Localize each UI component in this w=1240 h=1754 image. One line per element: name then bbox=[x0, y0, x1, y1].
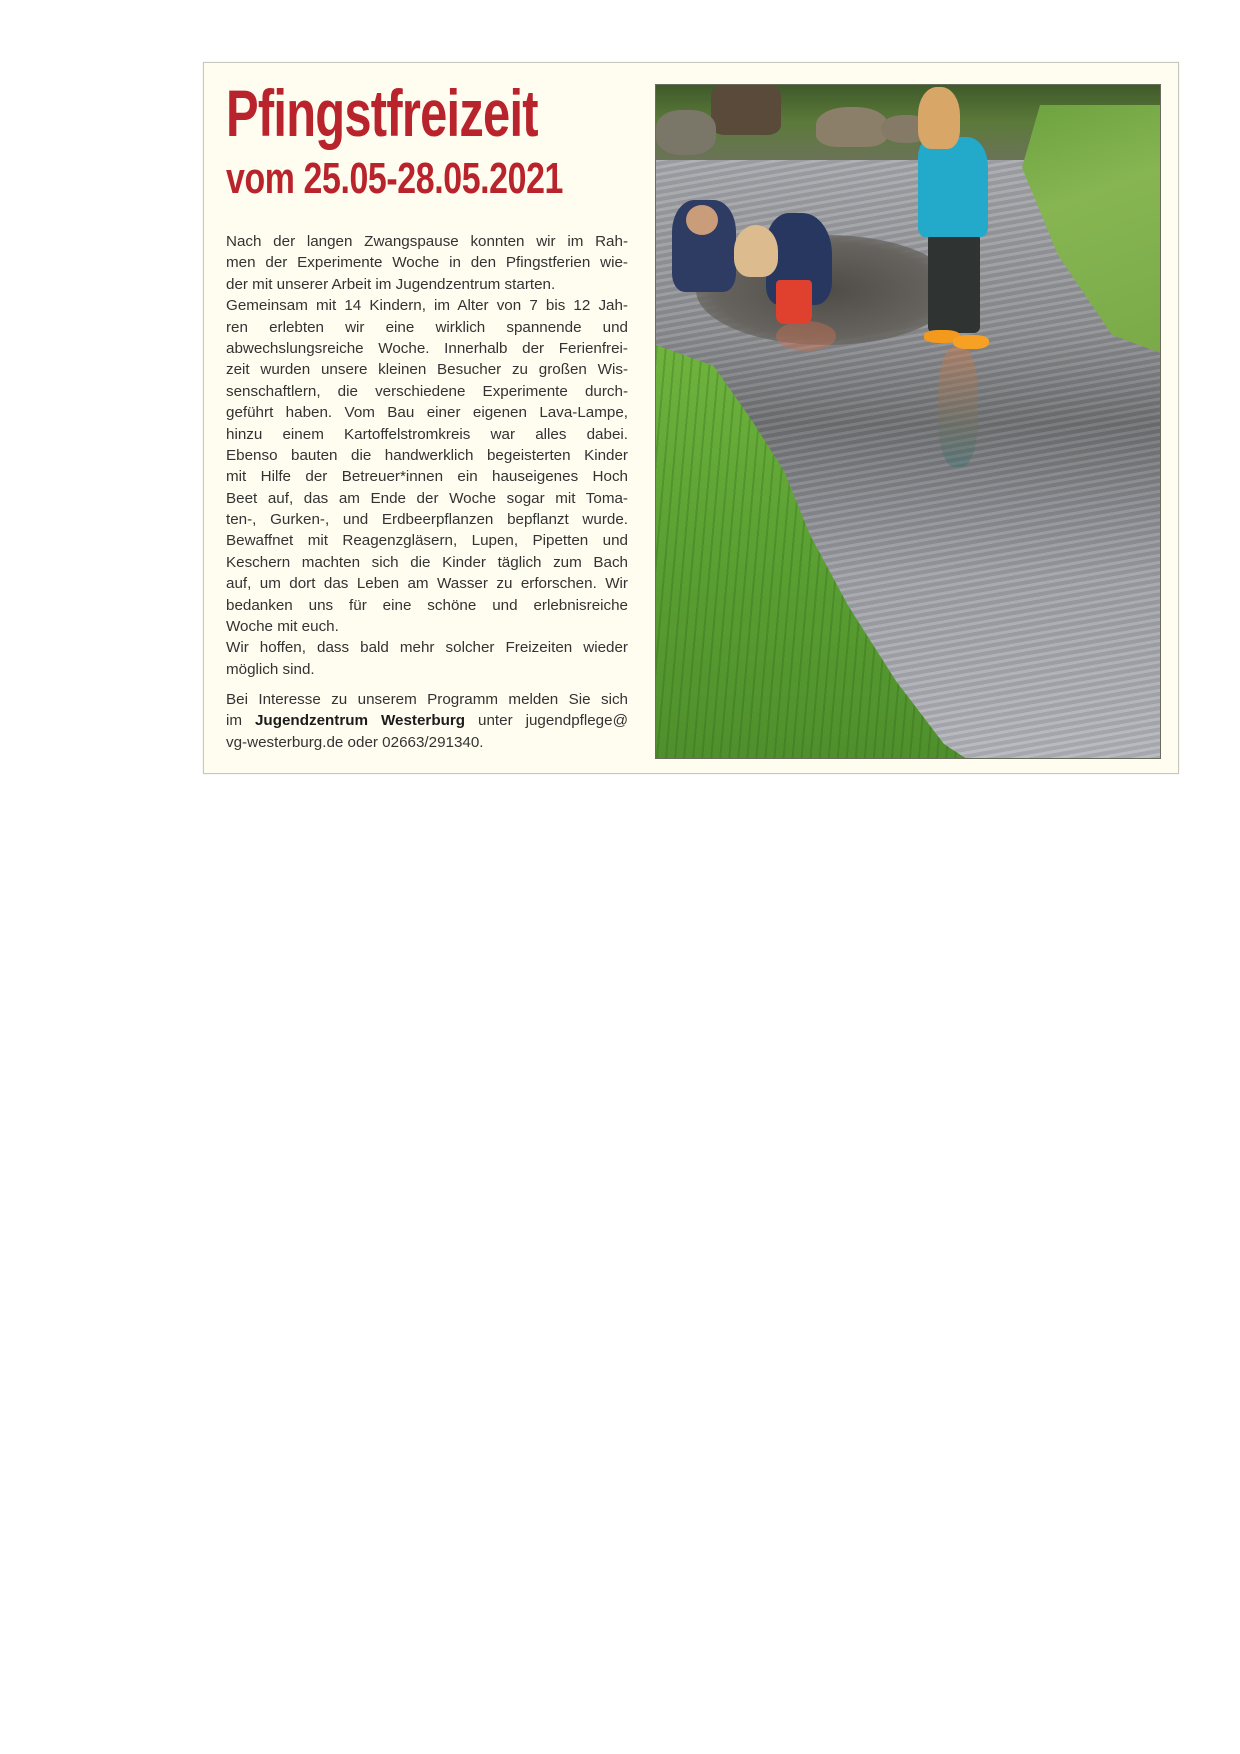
rock bbox=[816, 107, 888, 147]
body-line: Wir hoffen, dass bald mehr solcher Freizeiten wieder bbox=[226, 639, 628, 657]
orange-boot bbox=[953, 335, 989, 349]
body-line: Bewaffnet mit Reagenzgläsern, Lupen, Pipetten und bbox=[226, 532, 628, 550]
water-reflection bbox=[776, 321, 836, 351]
body-line: mit Hilfe der Betreuer*innen ein hauseigenes Hoch bbox=[226, 468, 628, 486]
body-line: Gemeinsam mit 14 Kindern, im Alter von 7 bis 12 Jah- bbox=[226, 297, 628, 315]
red-rain-boot bbox=[776, 280, 812, 324]
article-title: Pfingstfreizeit bbox=[226, 76, 538, 150]
article-panel bbox=[203, 62, 1179, 774]
article-photo bbox=[655, 84, 1161, 759]
rock bbox=[656, 110, 716, 155]
child-hair bbox=[918, 87, 960, 149]
child-face bbox=[686, 205, 718, 235]
body-line: men der Experimente Woche in den Pfingstferien wie- bbox=[226, 254, 628, 272]
tree-trunk bbox=[711, 85, 781, 135]
body-line: ten-, Gurken-, und Erdbeerpflanzen bepflanzt wurde. bbox=[226, 511, 628, 529]
body-line: Nach der langen Zwangspause konnten wir im Rah- bbox=[226, 233, 628, 250]
body-line: möglich sind. bbox=[226, 660, 315, 678]
body-line: ren erlebten wir eine wirklich spannende und bbox=[226, 318, 628, 336]
body-line: der mit unserer Arbeit im Jugendzentrum starten. bbox=[226, 275, 556, 293]
body-line: Keschern machten sich die Kinder täglich zum Bach bbox=[226, 553, 628, 571]
child-turquoise-jacket bbox=[918, 137, 988, 237]
body-line: Beet auf, das am Ende der Woche sogar mit Toma- bbox=[226, 489, 628, 507]
body-line: hinzu einem Kartoffelstromkreis war alles dabei. bbox=[226, 425, 628, 443]
body-line: zeit wurden unsere kleinen Besucher zu großen Wis- bbox=[226, 361, 628, 379]
organization-name: Jugendzentrum Westerburg bbox=[254, 712, 466, 730]
child-rain-pants bbox=[928, 233, 980, 333]
body-line: auf, um dort das Leben am Wasser zu erforschen. Wir bbox=[226, 575, 628, 593]
water-reflection bbox=[938, 347, 978, 467]
contact-line: vg-westerburg.de oder 02663/291340. bbox=[226, 733, 484, 751]
contact-paragraph bbox=[226, 689, 628, 753]
contact-prefix: im bbox=[226, 712, 255, 730]
child-hair bbox=[734, 225, 778, 277]
body-line: Ebenso bauten die handwerklich begeisterten Kinder bbox=[226, 446, 628, 464]
contact-line bbox=[226, 710, 628, 731]
article-body bbox=[226, 231, 628, 680]
contact-line: Bei Interesse zu unserem Programm melden Sie sich bbox=[226, 691, 628, 708]
article-date-range: vom 25.05-28.05.2021 bbox=[226, 154, 564, 203]
body-line: geführt haben. Vom Bau einer eigenen Lava-Lampe, bbox=[226, 404, 628, 422]
body-line: bedanken uns für eine schöne und erlebnisreiche bbox=[226, 596, 628, 614]
body-line: abwechslungsreiche Woche. Innerhalb der Ferienfrei- bbox=[226, 339, 628, 357]
body-line: Woche mit euch. bbox=[226, 618, 339, 636]
contact-email-start: unter jugendpflege@ bbox=[465, 712, 628, 730]
body-line: senschaftlern, die verschiedene Experimente durch- bbox=[226, 382, 628, 400]
